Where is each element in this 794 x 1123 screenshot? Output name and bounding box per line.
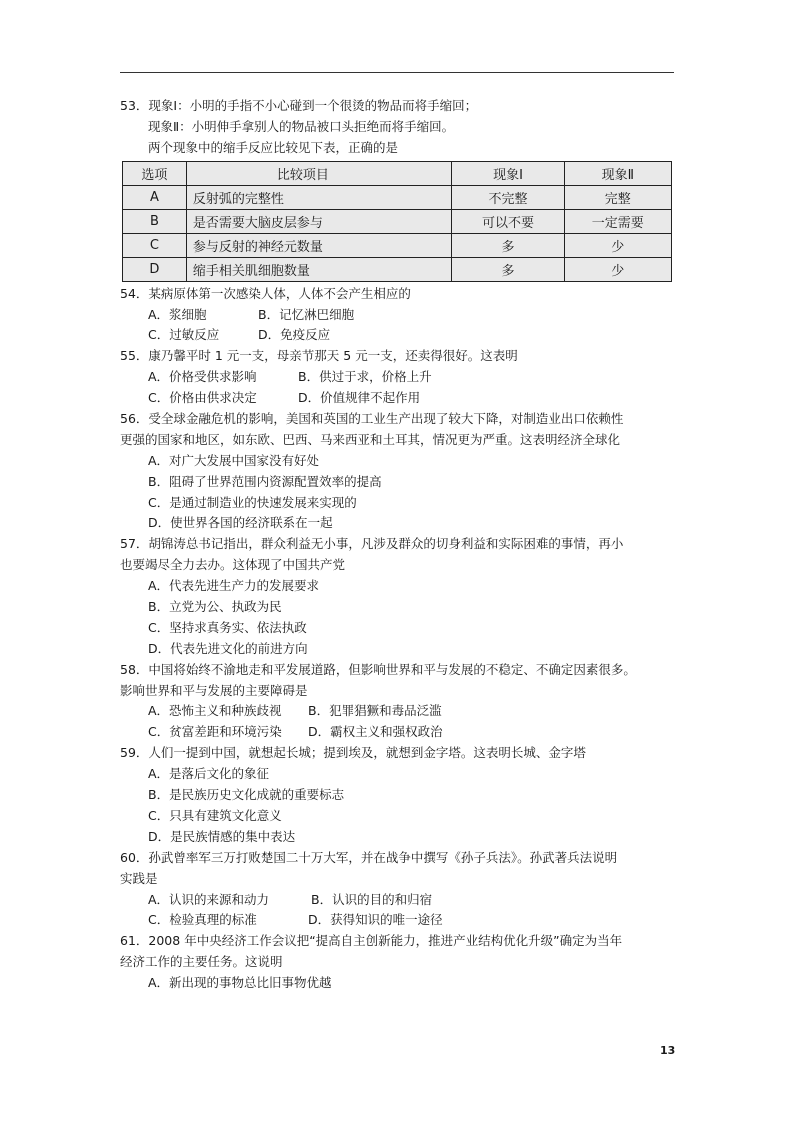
option-c: C．是通过制造业的快速发展来实现的 xyxy=(148,494,357,510)
option-d: D．是民族情感的集中表达 xyxy=(148,828,296,844)
table-header-row xyxy=(123,161,672,185)
table-cell: 一定需要 xyxy=(564,209,671,233)
table-cell: 不完整 xyxy=(452,185,564,209)
option-a: A．对广大发展中国家没有好处 xyxy=(148,452,320,468)
q58-line-1: 58．中国将始终不渝地走和平发展道路，但影响世界和平与发展的不稳定、不确定因素很多。 xyxy=(120,661,636,677)
option-b: B．是民族历史文化成就的重要标志 xyxy=(148,787,345,803)
option-c: C．坚持求真务实、依法执政 xyxy=(148,619,307,635)
q55-options-row-2 xyxy=(120,388,676,409)
option-d: D．使世界各国的经济联系在一起 xyxy=(148,515,333,531)
table-cell: B xyxy=(123,209,187,233)
page-number: 13 xyxy=(660,1044,676,1057)
table-row xyxy=(123,257,672,281)
table-row xyxy=(123,185,672,209)
q61-line-1: 61．2008 年中央经济工作会议把“提高自主创新能力，推进产业结构优化升级”确定为当年 xyxy=(120,933,623,949)
table-cell: 多 xyxy=(452,257,564,281)
option-c: C．过敏反应 xyxy=(148,327,220,343)
q60-line-2: 实践是 xyxy=(120,870,158,886)
question-list xyxy=(120,96,676,994)
table-cell: 少 xyxy=(564,257,671,281)
table-cell: A xyxy=(123,185,187,209)
option-a: A．新出现的事物总比旧事物优越 xyxy=(148,975,332,991)
comparison-table xyxy=(122,161,672,282)
option-a: A．认识的来源和动力 xyxy=(148,891,270,907)
option-b: B．记忆淋巴细胞 xyxy=(258,306,355,322)
q58-options-row-2 xyxy=(120,722,676,743)
q56-line-2: 更强的国家和地区，如东欧、巴西、马来西亚和土耳其，情况更为严重。这表明经济全球化 xyxy=(120,431,621,447)
option-d: D．代表先进文化的前进方向 xyxy=(148,640,308,656)
q60-options-row-2 xyxy=(120,910,676,931)
q58-line-2: 影响世界和平与发展的主要障碍是 xyxy=(120,682,308,698)
q54-stem: 54．某病原体第一次感染人体，人体不会产生相应的 xyxy=(120,285,411,301)
q57-line-2: 也要竭尽全力去办。这体现了中国共产党 xyxy=(120,557,346,573)
table-cell: 完整 xyxy=(564,185,671,209)
option-b: B．供过于求，价格上升 xyxy=(298,369,432,385)
table-cell: 是否需要大脑皮层参与 xyxy=(186,209,452,233)
option-b: B．立党为公、执政为民 xyxy=(148,599,282,615)
table-cell: 反射弧的完整性 xyxy=(186,185,452,209)
option-a: A．价格受供求影响 xyxy=(148,369,257,385)
table-cell: 缩手相关肌细胞数量 xyxy=(186,257,452,281)
option-c: C．检验真理的标准 xyxy=(148,912,257,928)
option-d: D．免疫反应 xyxy=(258,327,331,343)
table-cell: C xyxy=(123,233,187,257)
q54-options-row-1 xyxy=(120,305,676,326)
q55-options-row-1 xyxy=(120,367,676,388)
option-a: A．是落后文化的象征 xyxy=(148,766,270,782)
q59-stem: 59．人们一提到中国，就想起长城；提到埃及，就想到金字塔。这表明长城、金字塔 xyxy=(120,745,586,761)
option-d: D．霸权主义和强权政治 xyxy=(308,724,443,740)
table-header-cell: 选项 xyxy=(123,161,187,185)
option-d: D．价值规律不起作用 xyxy=(298,390,421,406)
q53-line-3: 两个现象中的缩手反应比较见下表，正确的是 xyxy=(148,139,399,155)
table-header-cell: 比较项目 xyxy=(186,161,452,185)
option-a: A．代表先进生产力的发展要求 xyxy=(148,578,320,594)
option-b: B．认识的目的和归宿 xyxy=(311,891,433,907)
q61-line-2: 经济工作的主要任务。这说明 xyxy=(120,954,283,970)
option-a: A．恐怖主义和种族歧视 xyxy=(148,703,282,719)
table-cell: 多 xyxy=(452,233,564,257)
q53-line-2: 现象Ⅱ：小明伸手拿别人的物品被口头拒绝而将手缩回。 xyxy=(148,118,455,134)
table-cell: 少 xyxy=(564,233,671,257)
table-cell: D xyxy=(123,257,187,281)
q60-options-row-1 xyxy=(120,890,676,911)
table-header-cell: 现象Ⅰ xyxy=(452,161,564,185)
q54-options-row-2 xyxy=(120,325,676,346)
option-b: B．犯罪猖獗和毒品泛滥 xyxy=(308,703,442,719)
q57-line-1: 57．胡锦涛总书记指出，群众利益无小事，凡涉及群众的切身利益和实际困难的事情，再小 xyxy=(120,536,624,552)
option-c: C．只具有建筑文化意义 xyxy=(148,807,282,823)
option-c: C．价格由供求决定 xyxy=(148,390,257,406)
table-cell: 可以不要 xyxy=(452,209,564,233)
option-d: D．获得知识的唯一途径 xyxy=(308,912,443,928)
table-header-cell: 现象Ⅱ xyxy=(564,161,671,185)
option-c: C．贫富差距和环境污染 xyxy=(148,724,282,740)
q60-line-1: 60．孙武曾率军三万打败楚国二十万大军，并在战争中撰写《孙子兵法》。孙武著兵法说明 xyxy=(120,849,618,865)
table-cell: 参与反射的神经元数量 xyxy=(186,233,452,257)
q55-stem: 55．康乃馨平时 1 元一支，母亲节那天 5 元一支，还卖得很好。这表明 xyxy=(120,348,518,364)
header-rule xyxy=(120,72,674,73)
option-a: A．浆细胞 xyxy=(148,306,207,322)
table-row xyxy=(123,209,672,233)
q58-options-row-1 xyxy=(120,701,676,722)
table-row xyxy=(123,233,672,257)
q56-line-1: 56．受全球金融危机的影响，美国和英国的工业生产出现了较大下降，对制造业出口依赖性 xyxy=(120,411,624,427)
q53-line-1: 53．现象Ⅰ：小明的手指不小心碰到一个很烫的物品而将手缩回； xyxy=(120,98,478,113)
option-b: B．阻碍了世界范围内资源配置效率的提高 xyxy=(148,473,382,489)
